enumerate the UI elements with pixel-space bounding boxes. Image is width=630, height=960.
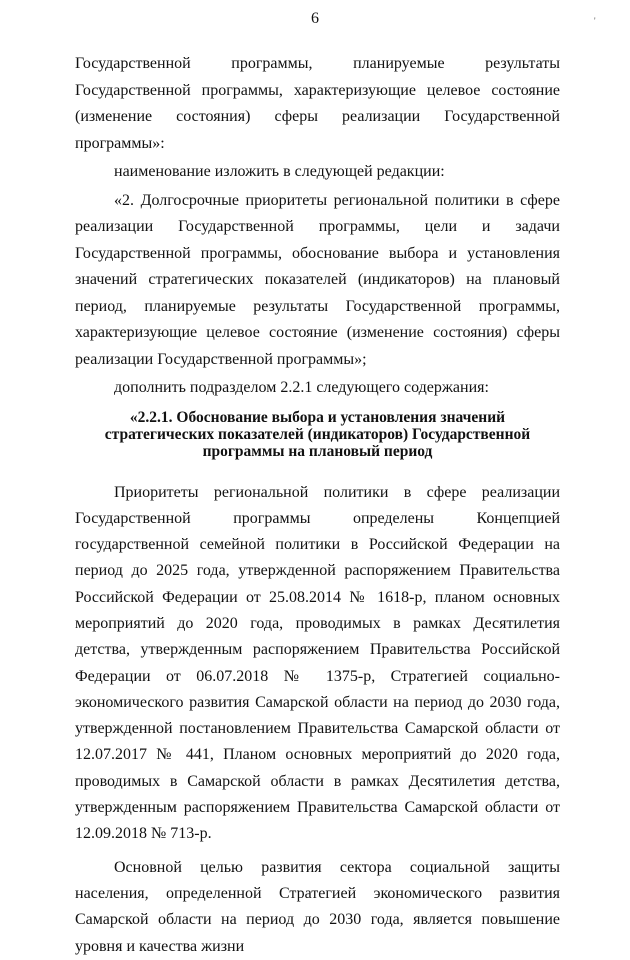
section-body: [75, 480, 560, 960]
page-number: 6: [311, 10, 319, 27]
paragraph-6: Основной целью развития сектора социальной защиты населения, определенной Стратегией экономического развития Самарской области на период до 2030 года, является повышение уровня и качества жизни: [75, 858, 560, 955]
paragraph-5: Приоритеты региональной политики в сфере реализации Государственной программы определены Концепцией государственной семейной политики в Российской Федерации на период до 2025 года, утвержденной распоряжением Правительства Российской Федерации от 25.08.2014 № 1618-р, планом основных мероприятий до 2020 года, проводимых в рамках Десятилетия детства, утвержденным распоряжением Правительства Российской Федерации от 06.07.2018 № 1375-р, Стратегией социально-экономического развития Самарской области на период до 2030 года, утвержденной постановлением Правительства Самарской области от 12.07.2017 № 441, Планом основных мероприятий до 2020 года, проводимых в Самарской области в рамках Десятилетия детства, утвержденным распоряжением Правительства Самарской области от 12.09.2018 № 713-р.: [75, 483, 560, 843]
paragraph-2: наименование изложить в следующей редакции:: [114, 163, 445, 180]
paragraph-4: дополнить подразделом 2.2.1 следующего содержания:: [114, 379, 489, 396]
document-body: [75, 51, 560, 960]
paragraph-1: Государственной программы, планируемые результаты Государственной программы, характеризующие целевое состояние (изменение состояния) сферы реализации Государственной программы»:: [75, 55, 560, 152]
paragraph-3: «2. Долгосрочные приоритеты региональной политики в сфере реализации Государственной программы, цели и задачи Государственной программы, обоснование выбора и установления значений стратегических показателей (индикаторов) на плановый период, планируемые результаты Государственной программы, характеризующие целевое состояние (изменение состояния) сферы реализации Государственной программы»;: [75, 191, 560, 368]
scan-mark: ': [594, 16, 596, 26]
section-heading: «2.2.1. Обоснование выбора и установления значений стратегических показателей (индикаторов) Государственной программы на плановый период: [104, 408, 531, 460]
